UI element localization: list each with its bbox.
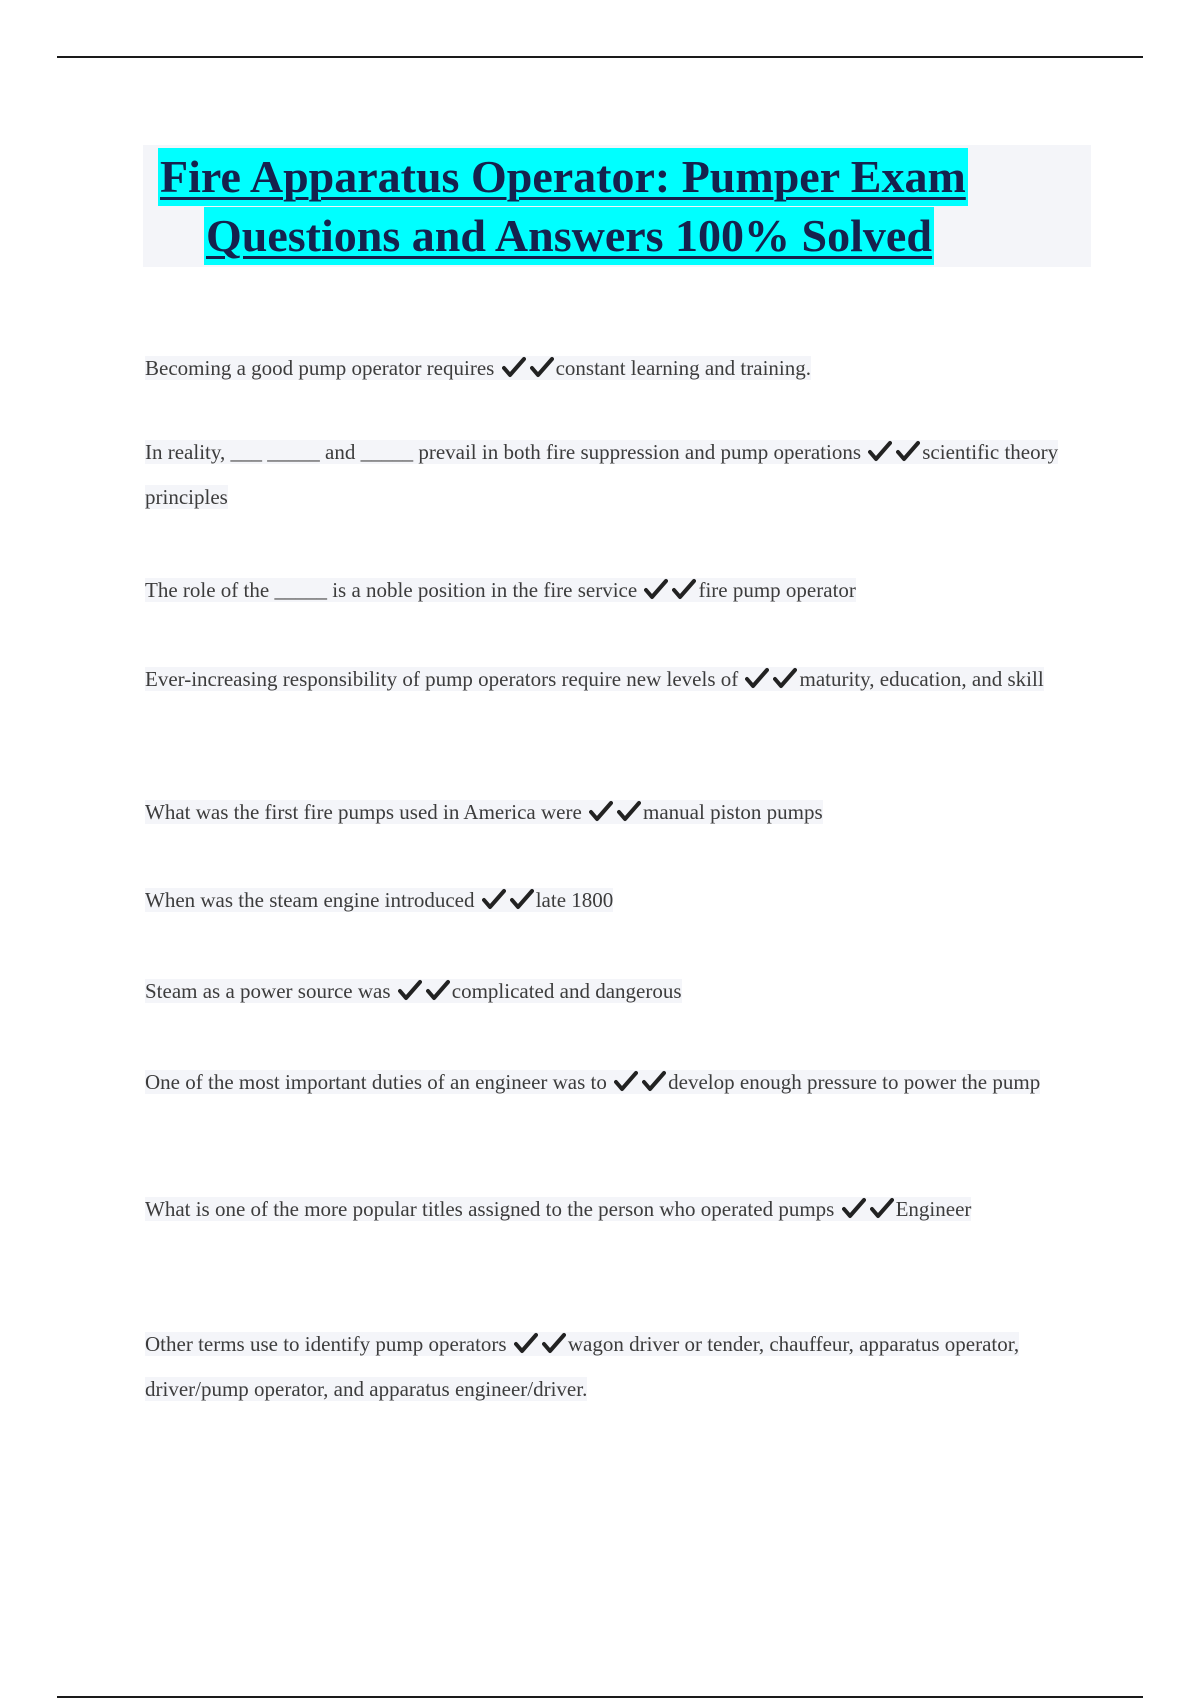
- check-mark-icon: [617, 800, 641, 822]
- qa-item: [145, 790, 1085, 835]
- check-mark-icon: [644, 578, 668, 600]
- question-text: What is one of the more popular titles assigned to the person who operated pumps: [145, 1197, 835, 1221]
- check-mark-icon: [672, 578, 696, 600]
- answer-text: maturity, education, and skill: [799, 667, 1044, 691]
- qa-item: [145, 969, 1085, 1014]
- check-mark-icon: [510, 888, 534, 910]
- check-mark-icon: [870, 1197, 894, 1219]
- check-mark-icon: [614, 1070, 638, 1092]
- check-mark-icon: [482, 888, 506, 910]
- question-text: What was the first fire pumps used in America were: [145, 800, 582, 824]
- qa-item: [145, 657, 1085, 702]
- answer-text: develop enough pressure to power the pump: [668, 1070, 1041, 1094]
- qa-item: [145, 430, 1085, 520]
- bottom-rule: [57, 1696, 1143, 1698]
- check-mark-icon: [514, 1332, 538, 1354]
- check-mark-icon: [502, 356, 526, 378]
- check-mark-icon: [745, 667, 769, 689]
- check-mark-icon: [542, 1332, 566, 1354]
- question-text: When was the steam engine introduced: [145, 888, 475, 912]
- answer-text: scientific theory principles: [145, 440, 1059, 509]
- question-text: In reality, ___ _____ and _____ prevail in both fire suppression and pump operations: [145, 440, 861, 464]
- question-text: Becoming a good pump operator requires: [145, 356, 495, 380]
- answer-text: manual piston pumps: [643, 800, 823, 824]
- answer-text: wagon driver or tender, chauffeur, apparatus operator, driver/pump operator, and apparatus engineer/driver.: [145, 1332, 1020, 1401]
- answer-text: late 1800: [535, 888, 614, 912]
- check-mark-icon: [530, 356, 554, 378]
- qa-item: [145, 1322, 1085, 1412]
- top-rule: [57, 56, 1143, 58]
- check-mark-icon: [896, 440, 920, 462]
- answer-text: complicated and dangerous: [451, 979, 682, 1003]
- document-title-line-2: Questions and Answers 100% Solved: [204, 207, 934, 265]
- question-text: Other terms use to identify pump operators: [145, 1332, 507, 1356]
- check-mark-icon: [426, 979, 450, 1001]
- question-text: Ever-increasing responsibility of pump operators require new levels of: [145, 667, 739, 691]
- answer-text: fire pump operator: [698, 578, 856, 602]
- answer-text: constant learning and training.: [555, 356, 812, 380]
- title-block: [143, 145, 1091, 267]
- qa-item: [145, 1060, 1085, 1105]
- qa-item: [145, 568, 1085, 613]
- qa-item: [145, 1187, 1085, 1232]
- question-text: Steam as a power source was: [145, 979, 391, 1003]
- question-text: One of the most important duties of an engineer was to: [145, 1070, 607, 1094]
- answer-text: Engineer: [895, 1197, 972, 1221]
- qa-item: [145, 878, 1085, 923]
- check-mark-icon: [642, 1070, 666, 1092]
- document-title-line-1: Fire Apparatus Operator: Pumper Exam: [158, 148, 968, 206]
- check-mark-icon: [868, 440, 892, 462]
- check-mark-icon: [589, 800, 613, 822]
- qa-item: [145, 346, 1085, 391]
- question-text: The role of the _____ is a noble position in the fire service: [145, 578, 638, 602]
- check-mark-icon: [773, 667, 797, 689]
- check-mark-icon: [398, 979, 422, 1001]
- check-mark-icon: [842, 1197, 866, 1219]
